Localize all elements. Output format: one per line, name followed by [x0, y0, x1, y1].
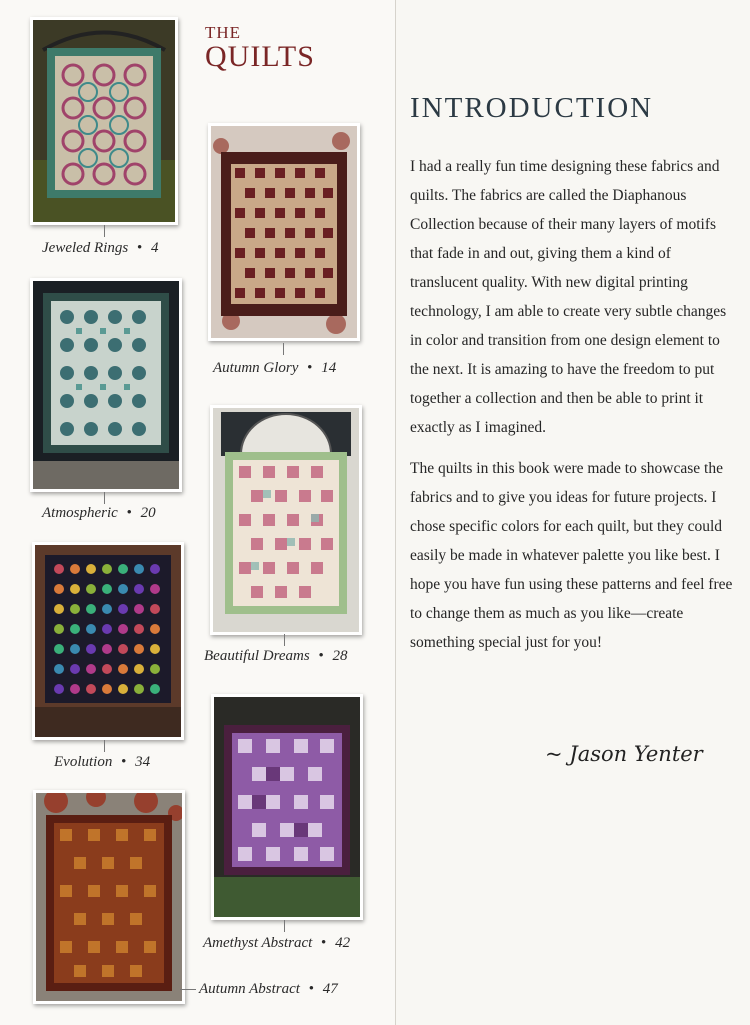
quilt-name: Autumn Abstract — [199, 981, 300, 997]
caption-leader — [104, 740, 105, 752]
caption-atmospheric — [42, 505, 156, 522]
section-title — [205, 24, 315, 72]
section-title-small: THE — [205, 23, 242, 42]
caption-jeweled-rings — [42, 240, 159, 257]
quilt-name: Amethyst Abstract — [203, 935, 313, 951]
caption-leader — [284, 920, 285, 932]
introduction-paragraph-2: The quilts in this book were made to showcase the fabrics and to give you ideas for future projects. I chose specific colors for each quilt, but they could easily be made in whatever palette you like best. I hope you have fun using these patterns and feel free to change them as much as you like—create something special just for you! — [410, 460, 733, 651]
author-signature: ~ Jason Yenter — [545, 742, 703, 766]
bullet-separator: • — [321, 935, 327, 951]
caption-amethyst-abstract — [203, 935, 350, 952]
bullet-separator: • — [121, 754, 127, 770]
caption-leader — [180, 989, 196, 990]
bullet-separator: • — [136, 240, 143, 256]
quilt-name: Beautiful Dreams — [204, 648, 310, 664]
caption-beautiful-dreams — [204, 648, 347, 665]
page-spine — [395, 0, 396, 1025]
quilt-name: Evolution — [54, 754, 113, 770]
introduction-paragraph-1: I had a really fun time designing these fabrics and quilts. The fabrics are called the Diaphanous Collection because of their many layers of motifs that fade in and out, giving them a kind of translucent quality. With new digital printing technology, I am able to create very subtle changes in color and transition from one design element to the next. It is amazing to have the freedom to put together a collection and then be able to print it exactly as I imagined. — [410, 158, 727, 436]
caption-leader — [104, 225, 105, 237]
quilt-page-number: 47 — [322, 981, 338, 997]
introduction-body — [410, 152, 740, 669]
quilt-photo-evolution — [32, 542, 184, 740]
introduction-title: INTRODUCTION — [410, 92, 654, 124]
quilt-name: Autumn Glory — [213, 360, 299, 376]
caption-leader — [104, 492, 105, 504]
quilt-page-number: 28 — [332, 648, 348, 664]
quilt-page-number: 20 — [140, 505, 156, 521]
quilt-page-number: 14 — [321, 360, 337, 376]
quilt-name: Jeweled Rings — [42, 240, 129, 256]
quilt-photo-atmospheric — [30, 278, 182, 492]
bullet-separator: • — [318, 648, 324, 664]
section-title-big: QUILTS — [205, 40, 315, 73]
caption-leader — [283, 343, 284, 355]
quilt-page-number: 4 — [151, 240, 159, 256]
quilt-photo-autumn-abstract — [33, 790, 185, 1004]
quilt-photo-beautiful-dreams — [210, 405, 362, 635]
bullet-separator: • — [126, 505, 132, 521]
bullet-separator: • — [307, 360, 313, 376]
caption-evolution — [54, 754, 150, 771]
caption-autumn-glory — [213, 360, 336, 377]
quilt-page-number: 42 — [335, 935, 351, 951]
quilt-page-number: 34 — [135, 754, 151, 770]
quilt-name: Atmospheric — [42, 505, 118, 521]
quilt-photo-amethyst-abstract — [211, 694, 363, 920]
caption-autumn-abstract — [199, 981, 338, 998]
quilt-photo-autumn-glory — [208, 123, 360, 341]
caption-leader — [284, 634, 285, 646]
bullet-separator: • — [308, 981, 314, 997]
quilt-photo-jeweled-rings — [30, 17, 178, 225]
